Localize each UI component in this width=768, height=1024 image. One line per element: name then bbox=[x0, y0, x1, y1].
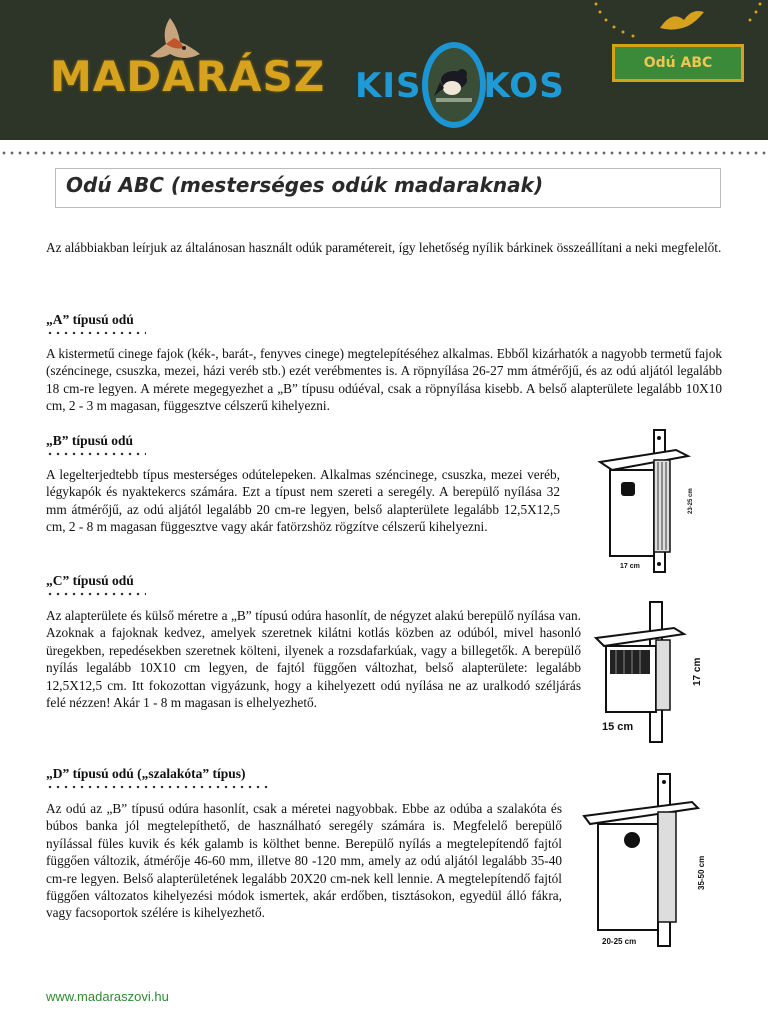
dim-b-height: 23-25 cm bbox=[688, 488, 694, 514]
section-d-heading bbox=[46, 766, 270, 789]
dim-d-width: 20-25 cm bbox=[602, 937, 637, 946]
section-b-text: A legelterjedtebb típus mesterséges odútelepeken. Alkalmas széncinege, csuszka, mezei veréb, légykapók és nyaktekercs számára. Ezt a típust nem szereti a seregély. A berepülő nyílása 32 mm átmérőjű, az odú aljától legalább 20 cm-re legyen, belső alapterülete legalább 12,5X12,5 cm, 2 - 8 m magasan függesztve vagy akár fatörzshöz rögzítve célszerű kihelyezni. bbox=[46, 467, 560, 535]
dim-c-height: 17 cm bbox=[692, 657, 703, 686]
section-c-title: „C” típusú odú bbox=[46, 573, 134, 588]
section-badge: Odú ABC bbox=[612, 44, 744, 82]
section-b-title: „B” típusú odú bbox=[46, 433, 134, 448]
section-a-text: A kistermetű cinege fajok (kék-, barát-, fenyves cinege) megtelepítéséhez alkalmas. Ebből kizárhatók a nagyobb termetű fajok (széncinege, csuszka, mezei, házi veréb stb.) ezét verébmentes is. A röpnyílása 26-27 mm átmérőjű, és az odú aljától legalább 18 cm-re legyen. A mérete megegyezhet a „B” típusu odúéval, csak a röpnyílása kisebb. A belső alapterülete legalább 10X10 cm, 2 - 3 m magasan, függesztve célszerű kihelyezni. bbox=[46, 346, 722, 414]
nest-box-d-drawing bbox=[580, 772, 720, 952]
footer-link[interactable]: www.madaraszovi.hu bbox=[46, 989, 169, 1004]
logo-kis: KIS bbox=[355, 66, 422, 106]
page-title: Odú ABC (mesterséges odúk madaraknak) bbox=[66, 173, 544, 197]
section-b-heading bbox=[46, 433, 146, 456]
decorative-dots bbox=[592, 0, 764, 40]
section-d-text: Az odú az „B” típusú odúra hasonlít, csak a méretei nagyobbak. Ebbe az odúba a szalakóta és búbos banka jól megtelepíthető, de használható seregély számára is. Megfelelő berepülő nyílással füles kuvik és kék galamb is költhet benne. Berepülő nyílás a megtelepítendő fajtól függően változik, átmérője 46-60 mm, illetve 80 -120 mm, amely az odú aljától legalább 35-40 cm-re legyen. Belső alapterületének legalább 20X20 cm-nek kell lennie. A megtelepítendő fajtól függően változatos kihelyezési módok ismertek, akár erdőben, tisztásokon, egyedül álló fákra, vagy facsoportok szélére is kihelyezhető. bbox=[46, 801, 562, 921]
section-c-heading bbox=[46, 573, 146, 596]
section-a-heading bbox=[46, 312, 146, 335]
intro-paragraph: Az alábbiakban leírjuk az általánosan használt odúk paramétereit, így lehetőség nyílik bárkinek összeállítani a neki megfelelőt. bbox=[46, 240, 722, 255]
nest-box-c-drawing bbox=[592, 600, 710, 746]
section-c-text: Az alapterülete és külső méretre a „B” típusú odúra hasonlít, de négyzet alakú berepülő nyílása van. Azoknak a fajoknak kedvez, amelyek szeretnek kilátni kotlás közben az odúból, mivel hasonló üregekben, repedésekben szeretnek költeni, ilyenek a rozsdafarkúak, vagy a billegetők. A berepülő nyílás legalább 10X10 cm legyen, de fajtól függően változhat, belső alapterülete: legalább 12,5X12,5 cm. Itt fokozottan vigyázunk, hogy a kihelyezett odú nyílása ne az uralkodó széljárás felé nézzen! Akár 1 - 8 m magasan is elhelyezhető. bbox=[46, 608, 581, 711]
section-d-title: „D” típusú odú („szalakóta” típus) bbox=[46, 766, 246, 781]
dim-d-height: 35-50 cm bbox=[697, 855, 706, 890]
page-header bbox=[0, 0, 768, 140]
title-box bbox=[55, 168, 721, 208]
logo-kisokos bbox=[355, 66, 565, 106]
dim-c-width: 15 cm bbox=[602, 721, 634, 733]
section-a-title: „A” típusú odú bbox=[46, 312, 134, 327]
nest-box-b-drawing bbox=[596, 428, 706, 578]
dotted-divider bbox=[0, 150, 768, 156]
dim-b-width: 17 cm bbox=[620, 563, 640, 570]
logo-kos: KOS bbox=[483, 66, 565, 106]
logo-madarasz: MADARÁSZ bbox=[50, 52, 326, 101]
